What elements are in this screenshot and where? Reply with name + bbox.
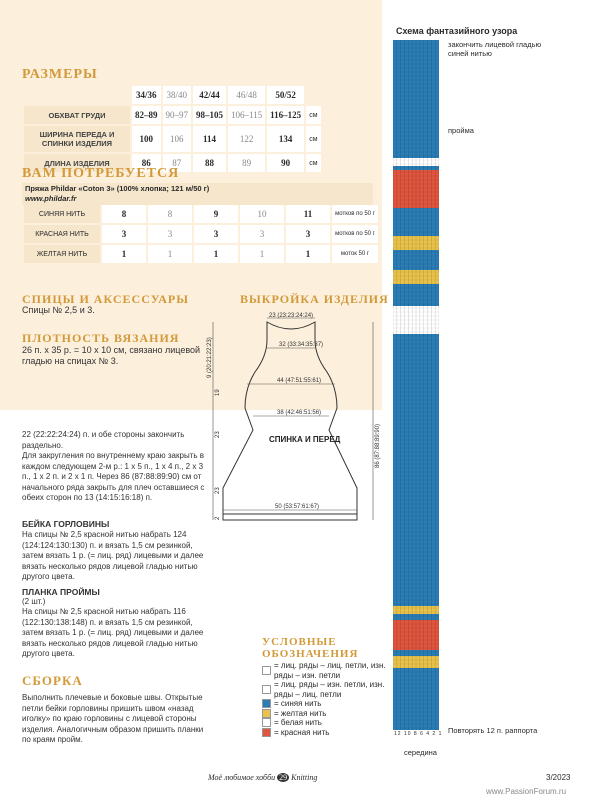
cell: 86	[132, 154, 161, 172]
cell: 3	[286, 225, 330, 243]
swatch-blue-icon	[262, 699, 271, 708]
cell: 8	[102, 205, 146, 223]
cell: 3	[194, 225, 238, 243]
legend-text: = лиц. ряды – лиц. петли, изн. ряды – изн. петли	[274, 661, 386, 680]
cell: 116–125	[267, 106, 304, 124]
pattern-title: ВЫКРОЙКА ИЗДЕЛИЯ	[240, 292, 389, 306]
cell: 98–105	[193, 106, 226, 124]
pattern-schematic	[205, 308, 385, 530]
legend-text: = лиц. ряды – изн. петли, изн. ряды – лиц. петли	[274, 680, 385, 699]
size-header: 34/36	[132, 86, 161, 104]
legend-item	[262, 728, 387, 738]
size-header: 42/44	[193, 86, 226, 104]
dim-side-top: 9 (20:21:22:23)	[207, 337, 213, 378]
cell: 1	[102, 245, 146, 263]
swatch-yellow-icon	[262, 709, 271, 718]
row-label: ШИРИНА ПЕРЕДА И СПИНКИ ИЗДЕЛИЯ	[24, 126, 130, 152]
dim-arm: 44 (47:51:55:61)	[277, 378, 322, 384]
swatch-purl-icon	[262, 685, 271, 694]
text-p1: 22 (22:22:24:24) п. и обе стороны закончить раздельно.	[22, 430, 185, 450]
cell: 90–97	[163, 106, 192, 124]
knitting-chart	[393, 40, 439, 730]
legend-text: = белая нить	[274, 718, 322, 727]
row-label: ЖЕЛТАЯ НИТЬ	[24, 245, 100, 263]
dim-total: 86 (87:88:89:90)	[375, 423, 381, 468]
assembly-title: СБОРКА	[22, 673, 83, 688]
footer-date: 3/2023	[546, 773, 571, 782]
cell: 3	[148, 225, 192, 243]
page-number: 29	[279, 773, 288, 782]
chart-note-top: закончить лицевой гладью синей нитью	[448, 40, 542, 58]
row-label: ДЛИНА ИЗДЕЛИЯ	[24, 154, 130, 172]
cell: 106–115	[228, 106, 265, 124]
cell: 10	[240, 205, 284, 223]
footer-brand: Knitting	[291, 773, 318, 782]
legend-item	[262, 709, 387, 719]
swatch-red-icon	[262, 728, 271, 737]
unit: мотков по 50 г	[332, 225, 378, 243]
chart-title: Схема фантазийного узора	[396, 26, 518, 36]
row-label: ОБХВАТ ГРУДИ	[24, 106, 130, 124]
yarn-info: Пряжа Phildar «Coton 3» (100% хлопка; 121 м/50 г)	[25, 184, 210, 193]
footer-mag	[208, 773, 317, 782]
legend-item	[262, 699, 387, 709]
size-header: 50/52	[267, 86, 304, 104]
gauge-text: 26 п. х 35 р. = 10 х 10 см, связано лицевой гладью на спицах № 3.	[22, 345, 201, 366]
swatch-white-icon	[262, 718, 271, 727]
swatch-knit-icon	[262, 666, 271, 675]
unit: мотков по 50 г	[332, 205, 378, 223]
dim-side-23a: 23	[215, 431, 221, 438]
cell: 1	[286, 245, 330, 263]
dim-side-2: 2	[215, 516, 221, 520]
arm-count: (2 шт.)	[22, 597, 46, 606]
needles-title: СПИЦЫ И АКСЕССУАРЫ	[22, 292, 189, 306]
cell: 114	[193, 126, 226, 152]
footer-mag-text: Моё любимое хобби	[208, 773, 276, 782]
chart-note-repeat: Повторять 12 п. раппорта	[448, 726, 538, 735]
legend	[262, 661, 387, 737]
assembly-text: Выполнить плечевые и боковые швы. Открытые петли бейки горловины пришить швом «назад иголку» по краю горловины с лицевой стороны изделия. Аналогичным образом пришить планки по краям пройм.	[22, 693, 204, 744]
cell: 106	[163, 126, 192, 152]
cell: 1	[240, 245, 284, 263]
yarn-box	[22, 183, 373, 205]
legend-text: = желтая нить	[274, 708, 327, 718]
legend-text: = синяя нить	[274, 699, 322, 708]
row-label: СИНЯЯ НИТЬ	[24, 205, 100, 223]
legend-title: УСЛОВНЫЕ ОБОЗНАЧЕНИЯ	[262, 636, 359, 660]
dim-side-19: 19	[215, 389, 221, 396]
cell: 88	[193, 154, 226, 172]
cell: 82–89	[132, 106, 161, 124]
unit: см	[306, 126, 320, 152]
yarn-table	[22, 203, 380, 265]
cell: 122	[228, 126, 265, 152]
dim-waist: 38 (42:46:51:56)	[277, 410, 322, 416]
size-header: 38/40	[163, 86, 192, 104]
sizes-table	[22, 84, 323, 174]
cell: 89	[228, 154, 265, 172]
cell: 90	[267, 154, 304, 172]
size-header: 46/48	[228, 86, 265, 104]
cell: 134	[267, 126, 304, 152]
text-p2: Для закругления по внутреннему краю закрыть в каждом следующем 2-м р.: 1 х 5 п., 1 х 4 п., 2 х 3 п., 1 х 2 п. и 2 х 1 п. Через 86 (87:88:89:90) см от начального ряда закрыть для плеч оставшиеся с обеих сторон по 13 (14:15:16:18) п.	[22, 451, 205, 502]
cell: 1	[148, 245, 192, 263]
legend-item	[262, 718, 387, 728]
gauge-title: ПЛОТНОСТЬ ВЯЗАНИЯ	[22, 331, 180, 345]
dim-top: 23 (23:23:24:24)	[269, 313, 314, 319]
arm-title: ПЛАНКА ПРОЙМЫ	[22, 587, 100, 597]
neck-text: На спицы № 2,5 красной нитью набрать 124 (124:124:130:130) п. и вязать 1,5 см резинкой, затем вязать 1 р. (= лиц. ряд) лицевыми и далее вязать несколько рядов лицевой гладью нитью другого цвета.	[22, 530, 204, 581]
cell: 3	[240, 225, 284, 243]
cell: 9	[194, 205, 238, 223]
cell: 3	[102, 225, 146, 243]
cell: 87	[163, 154, 192, 172]
unit: см	[306, 106, 320, 124]
unit: моток 50 г	[332, 245, 378, 263]
chart-axis: 12 10 8 6 4 2 1	[394, 731, 443, 737]
row-label: КРАСНАЯ НИТЬ	[24, 225, 100, 243]
sizes-title: РАЗМЕРЫ	[22, 67, 98, 82]
cell: 8	[148, 205, 192, 223]
chart-note-arm: пройма	[448, 126, 474, 135]
neck-title: БЕЙКА ГОРЛОВИНЫ	[22, 519, 110, 529]
legend-item	[262, 661, 387, 680]
cell: 1	[194, 245, 238, 263]
legend-item	[262, 680, 387, 699]
pattern-label: СПИНКА И ПЕРЕД	[269, 435, 341, 444]
footer-site: www.PassionForum.ru	[486, 787, 567, 796]
legend-text: = красная нить	[274, 727, 330, 737]
chart-note-mid: середина	[404, 748, 437, 757]
needles-text: Спицы № 2,5 и 3.	[22, 305, 95, 315]
unit: см	[306, 154, 320, 172]
dim-bottom: 50 (53:57:61:67)	[275, 504, 320, 510]
arm-text: На спицы № 2,5 красной нитью набрать 116 (122:130:138:148) п. и вязать 1,5 см резинкой, затем вязать 1 р. (= лиц. ряд) лицевыми и далее вязать несколько рядов лицевой гладью нитью другого цвета.	[22, 607, 204, 658]
cell: 11	[286, 205, 330, 223]
dim-neck: 32 (33:34:35:37)	[279, 342, 324, 348]
cell: 100	[132, 126, 161, 152]
need-title: ВАМ ПОТРЕБУЕТСЯ	[22, 166, 180, 181]
dim-side-23b: 23	[215, 487, 221, 494]
yarn-site: www.phildar.fr	[25, 194, 77, 203]
